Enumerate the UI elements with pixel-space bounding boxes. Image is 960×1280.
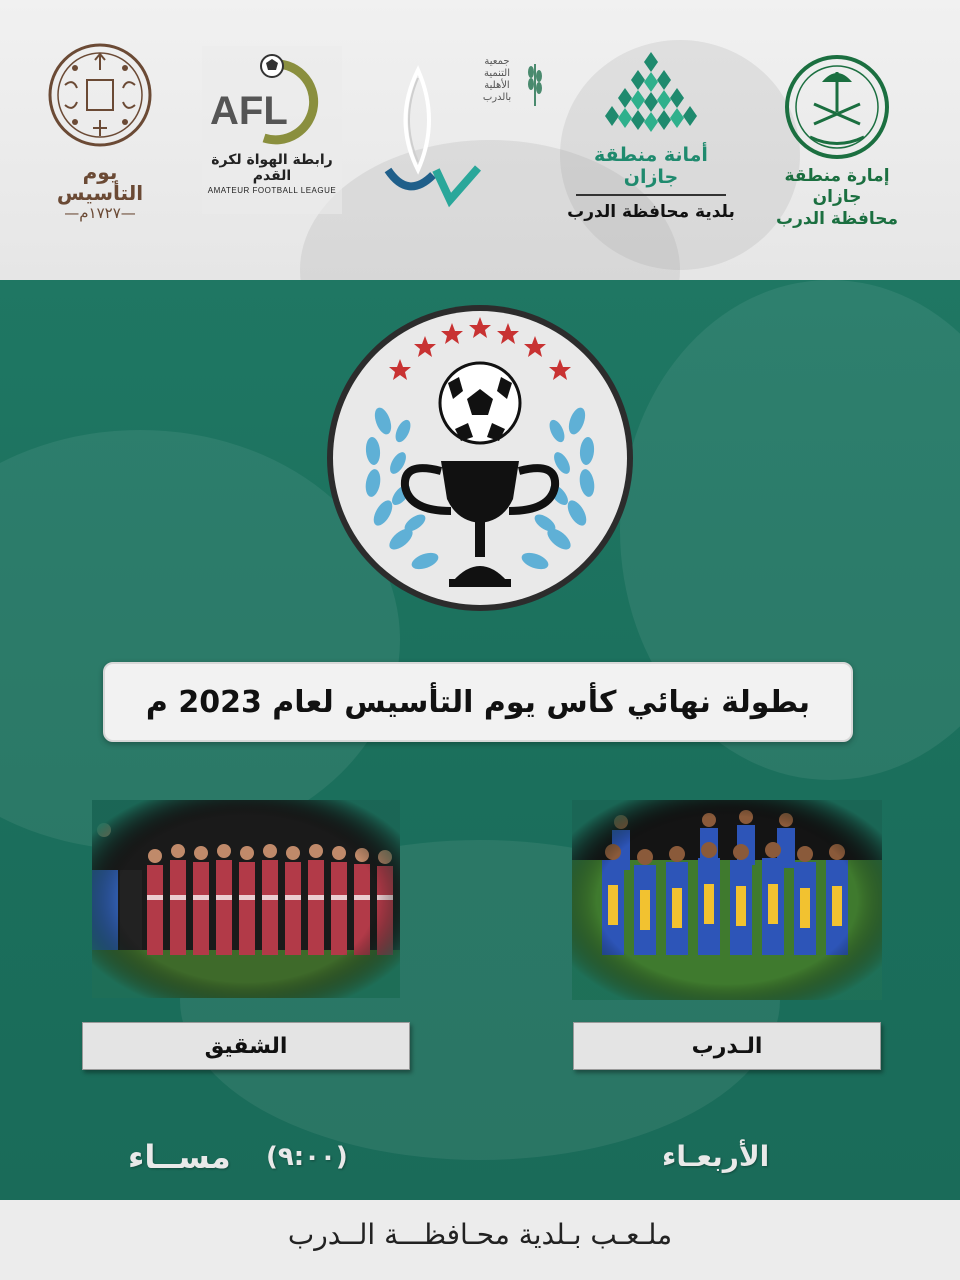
afl-letters: AFL	[210, 89, 288, 133]
tournament-title-box	[103, 662, 853, 742]
team-photo-shaqiq	[92, 800, 400, 998]
afl-arabic: رابطة الهواة لكرة القدم	[211, 152, 333, 184]
soccer-ball-icon	[440, 363, 520, 443]
development-text-line: بالدرب	[482, 92, 512, 103]
match-period: مســاء	[128, 1138, 231, 1176]
amanah-jazan-logo	[566, 50, 736, 220]
founding-day-year-text: ١٧٢٧م	[79, 204, 121, 222]
development-text	[472, 56, 522, 104]
founding-day-logo	[40, 40, 160, 230]
founding-day-year: —١٧٢٧م—	[64, 204, 136, 222]
star-icon	[389, 359, 411, 380]
founding-day-emblem-icon	[45, 40, 155, 150]
star-icon	[441, 323, 463, 344]
amanah-divider	[576, 194, 726, 196]
star-icon	[469, 317, 491, 338]
development-text-line: الأهلية	[484, 80, 510, 91]
founding-day-line1: يوم	[82, 160, 118, 184]
team-label-shaqiq	[82, 1022, 410, 1070]
trophy-icon	[405, 461, 555, 587]
emirate-line1: إمارة منطقة جازان	[784, 166, 890, 208]
team-photo-shaqiq-image	[92, 800, 400, 998]
amanah-jazan-logo-icon	[596, 50, 706, 140]
match-time: (٩:٠٠)	[266, 1142, 348, 1172]
amanah-municipality: بلدية محافظة الدرب	[567, 202, 735, 222]
afl-logo-icon	[202, 46, 342, 146]
trophy-soccer-ball-icon	[333, 311, 627, 605]
star-icon	[414, 336, 436, 357]
venue-text: ملـعـب بـلدية محـافظـــة الــدرب	[287, 1218, 673, 1251]
team-photo-darb-image	[572, 800, 882, 1000]
match-day: الأربعـاء	[662, 1140, 770, 1173]
emirate-logo	[762, 52, 912, 229]
development-text-line: التنمية	[483, 68, 511, 79]
star-icon	[497, 323, 519, 344]
star-icon	[524, 336, 546, 357]
tournament-title: بطولة نهائي كأس يوم التأسيس لعام 2023 م	[145, 684, 811, 720]
amanah-name: أمانة منطقة جازان	[594, 144, 708, 188]
saudi-emblem-icon	[782, 52, 892, 162]
development-text-line: جمعية	[484, 56, 510, 67]
team-label-darb	[573, 1022, 881, 1070]
star-icon	[549, 359, 571, 380]
team-photo-darb	[572, 800, 882, 1000]
team-name-darb: الـدرب	[691, 1033, 763, 1059]
team-name-shaqiq: الشقيق	[204, 1033, 288, 1059]
afl-logo	[202, 46, 342, 214]
wheat-icon	[524, 58, 546, 108]
afl-english: AMATEUR FOOTBALL LEAGUE	[207, 186, 337, 195]
founding-day-line2: التأسيس	[56, 181, 144, 205]
emirate-line2: محافظة الدرب	[776, 208, 898, 229]
tournament-emblem	[333, 311, 627, 605]
development-association-logo	[378, 50, 558, 210]
